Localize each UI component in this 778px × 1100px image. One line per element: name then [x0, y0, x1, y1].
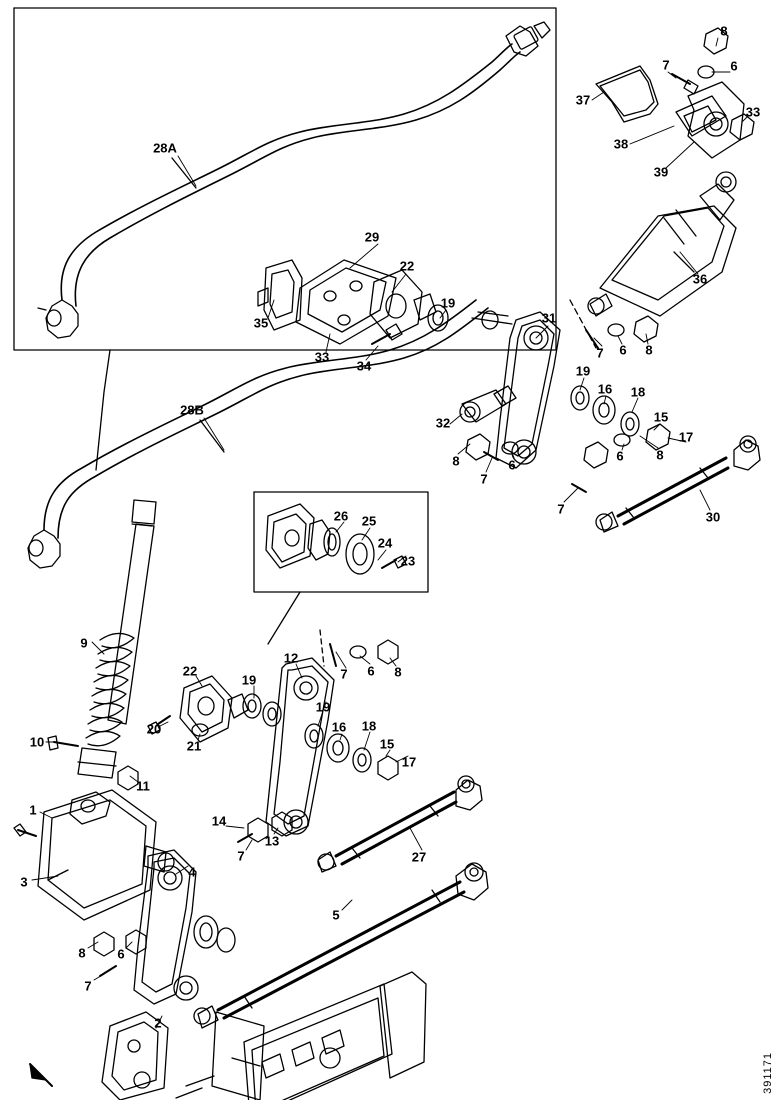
callout-18-top: 18 [630, 384, 646, 400]
callout-32: 32 [435, 415, 451, 431]
callout-14: 14 [211, 813, 227, 829]
figure-code: 391171 [762, 1052, 774, 1094]
callout-23: 23 [400, 553, 416, 569]
callout-3: 3 [20, 874, 28, 890]
callout-35: 35 [253, 315, 269, 331]
callout-2: 2 [154, 1015, 162, 1031]
callout-15-bot: 15 [379, 736, 395, 752]
callout-6-bot-left: 6 [117, 946, 125, 962]
callout-7-bot-left: 7 [84, 978, 92, 994]
callout-8-mid-right: 8 [645, 342, 653, 358]
callout-33-top: 33 [745, 104, 761, 120]
inset-frame-28a [14, 8, 556, 350]
callout-20: 20 [146, 721, 162, 737]
callout-9: 9 [80, 635, 88, 651]
callout-22-top: 22 [399, 258, 415, 274]
part-9-steering-shaft [48, 500, 156, 790]
callout-25: 25 [361, 513, 377, 529]
part-28b-stabilizer-bar [28, 300, 488, 568]
part-4-arm [134, 850, 235, 1004]
callout-18-bot: 18 [361, 718, 377, 734]
callout-19-top: 19 [440, 295, 456, 311]
callout-34: 34 [356, 358, 372, 374]
callout-22-bot: 22 [182, 663, 198, 679]
callout-7-bot-c: 7 [340, 666, 348, 682]
callout-6-right-mid: 6 [616, 448, 624, 464]
callout-6-mid-right: 6 [619, 342, 627, 358]
callout-8-top: 8 [720, 23, 728, 39]
callout-1: 1 [29, 802, 37, 818]
callout-19-mid: 19 [575, 363, 591, 379]
group-29-35-bracket [258, 260, 448, 344]
callout-28A: 28A [153, 140, 177, 156]
callout-17-bot: 17 [401, 754, 417, 770]
callout-15-top: 15 [653, 409, 669, 425]
spring-coils [86, 633, 134, 745]
callout-7-bot-mid: 7 [557, 501, 565, 517]
callout-36: 36 [692, 271, 708, 287]
fastener-cluster-above-12 [320, 630, 398, 666]
direction-arrow [30, 1064, 52, 1086]
callout-30: 30 [705, 509, 721, 525]
fastener-cluster-upper-right [570, 300, 658, 348]
callout-38: 38 [613, 136, 629, 152]
callout-16-top: 16 [597, 381, 613, 397]
callout-7-top: 7 [662, 57, 670, 73]
callout-7-bot-d: 7 [237, 848, 245, 864]
callout-37: 37 [575, 92, 591, 108]
callout-6-bot-c: 6 [367, 663, 375, 679]
callout-12: 12 [283, 650, 299, 666]
callout-19-bot-a: 19 [241, 672, 257, 688]
callout-7-mid-right: 7 [596, 345, 604, 361]
callout-8-left-mid: 8 [452, 453, 460, 469]
callout-17-top: 17 [678, 429, 694, 445]
callout-8-right-mid: 8 [656, 447, 664, 463]
callout-29: 29 [364, 229, 380, 245]
leader-28a [172, 158, 196, 188]
callout-31: 31 [541, 310, 557, 326]
callout-28B: 28B [180, 402, 204, 418]
callout-7-left-mid: 7 [480, 471, 488, 487]
part-36-cylinder [588, 172, 736, 316]
callout-27: 27 [411, 849, 427, 865]
callout-33-mid: 33 [314, 349, 330, 365]
callout-8-bot-left: 8 [78, 945, 86, 961]
callout-6-top: 6 [730, 58, 738, 74]
callout-8-bot-c: 8 [394, 664, 402, 680]
callout-19-bot-b: 19 [315, 699, 331, 715]
callout-5: 5 [332, 907, 340, 923]
part-2-frame [102, 972, 426, 1100]
callout-26: 26 [333, 508, 349, 524]
callout-21: 21 [186, 738, 202, 754]
callout-24: 24 [377, 535, 393, 551]
callout-10: 10 [29, 734, 45, 750]
fastener-cluster-mid-left [466, 434, 630, 492]
callout-13: 13 [264, 833, 280, 849]
washer-stack-lower [263, 699, 398, 780]
leader-28b [200, 420, 224, 452]
callout-11: 11 [136, 778, 150, 794]
callout-6-left-mid: 6 [508, 457, 516, 473]
callout-39: 39 [653, 164, 669, 180]
part-5-drag-link [194, 863, 488, 1028]
part-12-centre-arm [266, 658, 334, 836]
callout-16-bot: 16 [331, 719, 347, 735]
callout-4: 4 [188, 864, 196, 880]
part-27-tie-rod [318, 776, 482, 872]
leader-lines [29, 38, 748, 1031]
